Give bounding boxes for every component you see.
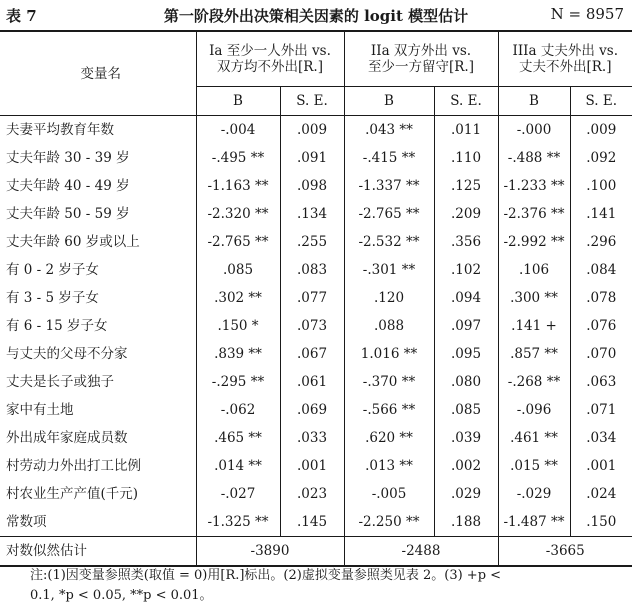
table-row [0, 228, 632, 256]
coef-value: .085 [196, 256, 280, 284]
table-header [0, 0, 632, 28]
coef-value: .150 * [196, 312, 280, 340]
variable-name: 夫妻平均教育年数 [6, 122, 114, 138]
table-note: 注:(1)因变量参照类(取值 = 0)用[R.]标出。(2)虚拟变量参照类见表 2。(3) +p < 0.1, *p < 0.05, **p < 0.01。 [30, 568, 502, 603]
se-value: .063 [570, 368, 632, 396]
variable-name: 丈夫年龄 50 - 59 岁 [6, 206, 130, 222]
se-value: .134 [280, 200, 344, 228]
coef-value: .461 ** [498, 424, 570, 452]
coef-value: -.415 ** [344, 144, 434, 172]
coef-value: .839 ** [196, 340, 280, 368]
coef-value: .013 ** [344, 452, 434, 480]
variable-name: 村劳动力外出打工比例 [6, 458, 141, 474]
se-value: .084 [570, 256, 632, 284]
coef-value: .043 ** [344, 116, 434, 145]
se-value: .095 [434, 340, 498, 368]
loglik-row [0, 537, 632, 567]
variable-name: 村农业生产产值(千元) [6, 486, 139, 502]
se-value: .092 [570, 144, 632, 172]
coef-value: -2.320 ** [196, 200, 280, 228]
coef-value: -.495 ** [196, 144, 280, 172]
se-value: .061 [280, 368, 344, 396]
table-title: 第一阶段外出决策相关因素的 logit 模型估计 [163, 7, 469, 25]
se-value: .070 [570, 340, 632, 368]
se-value: .091 [280, 144, 344, 172]
se-value: .080 [434, 368, 498, 396]
coef-value: -.268 ** [498, 368, 570, 396]
variable-name: 有 3 - 5 岁子女 [6, 290, 99, 306]
se-value: .141 [570, 200, 632, 228]
variable-name: 丈夫年龄 60 岁或以上 [6, 234, 140, 250]
group-header-2: IIa 双方外出 vs. 至少一方留守[R.] [344, 31, 498, 87]
sub-header-b: B [344, 87, 434, 116]
coef-value: -2.992 ** [498, 228, 570, 256]
coef-value: -.062 [196, 396, 280, 424]
coef-value: -.566 ** [344, 396, 434, 424]
table-row [0, 368, 632, 396]
se-value: .255 [280, 228, 344, 256]
se-value: .076 [570, 312, 632, 340]
se-value: .011 [434, 116, 498, 145]
coef-value: -1.233 ** [498, 172, 570, 200]
table-row [0, 396, 632, 424]
coef-value: -.000 [498, 116, 570, 145]
se-value: .356 [434, 228, 498, 256]
group-header-3: IIIa 丈夫外出 vs. 丈夫不外出[R.] [498, 31, 632, 87]
table-body [0, 116, 632, 567]
se-value: .078 [570, 284, 632, 312]
coef-value: .300 ** [498, 284, 570, 312]
se-value: .001 [570, 452, 632, 480]
variable-header: 变量名 [0, 31, 196, 116]
se-value: .125 [434, 172, 498, 200]
group-header-1: Ia 至少一人外出 vs. 双方均不外出[R.] [196, 31, 344, 87]
se-value: .085 [434, 396, 498, 424]
table-row [0, 172, 632, 200]
se-value: .296 [570, 228, 632, 256]
se-value: .009 [570, 116, 632, 145]
coef-value: .465 ** [196, 424, 280, 452]
logit-table [0, 30, 632, 567]
sample-size: N = 8957 [550, 5, 624, 23]
coef-value: -.370 ** [344, 368, 434, 396]
se-value: .188 [434, 508, 498, 537]
se-value: .083 [280, 256, 344, 284]
table-row [0, 452, 632, 480]
se-value: .145 [280, 508, 344, 537]
coef-value: .857 ** [498, 340, 570, 368]
loglik-value: -3665 [498, 537, 632, 567]
variable-name: 丈夫是长子或独子 [6, 374, 114, 390]
sub-header-se: S. E. [570, 87, 632, 116]
sub-header-se: S. E. [434, 87, 498, 116]
se-value: .073 [280, 312, 344, 340]
se-value: .023 [280, 480, 344, 508]
variable-name: 常数项 [6, 514, 47, 530]
coef-value: .620 ** [344, 424, 434, 452]
variable-name: 有 6 - 15 岁子女 [6, 318, 108, 334]
coef-value: -.029 [498, 480, 570, 508]
sub-header-b: B [196, 87, 280, 116]
coef-value: .141 + [498, 312, 570, 340]
coef-value: .106 [498, 256, 570, 284]
se-value: .110 [434, 144, 498, 172]
variable-name: 家中有土地 [6, 402, 74, 418]
coef-value: -1.487 ** [498, 508, 570, 537]
coef-value: -.301 ** [344, 256, 434, 284]
table-row [0, 116, 632, 145]
coef-value: -2.250 ** [344, 508, 434, 537]
variable-name: 丈夫年龄 40 - 49 岁 [6, 178, 130, 194]
se-value: .071 [570, 396, 632, 424]
se-value: .098 [280, 172, 344, 200]
se-value: .029 [434, 480, 498, 508]
table-row [0, 144, 632, 172]
coef-value: 1.016 ** [344, 340, 434, 368]
se-value: .034 [570, 424, 632, 452]
coef-value: -2.765 ** [344, 200, 434, 228]
coef-value: -.096 [498, 396, 570, 424]
se-value: .067 [280, 340, 344, 368]
se-value: .033 [280, 424, 344, 452]
se-value: .001 [280, 452, 344, 480]
coef-value: -1.337 ** [344, 172, 434, 200]
se-value: .069 [280, 396, 344, 424]
coef-value: -2.376 ** [498, 200, 570, 228]
coef-value: -.488 ** [498, 144, 570, 172]
se-value: .097 [434, 312, 498, 340]
variable-name: 与丈夫的父母不分家 [6, 346, 128, 362]
sub-header-se: S. E. [280, 87, 344, 116]
se-value: .100 [570, 172, 632, 200]
coef-value: -.295 ** [196, 368, 280, 396]
se-value: .009 [280, 116, 344, 145]
table-row [0, 312, 632, 340]
table-row [0, 200, 632, 228]
coef-value: .120 [344, 284, 434, 312]
coef-value: -2.532 ** [344, 228, 434, 256]
coef-value: -1.163 ** [196, 172, 280, 200]
variable-name: 外出成年家庭成员数 [6, 430, 128, 446]
table-row [0, 284, 632, 312]
coef-value: .302 ** [196, 284, 280, 312]
variable-name: 对数似然估计 [0, 537, 196, 567]
se-value: .039 [434, 424, 498, 452]
se-value: .102 [434, 256, 498, 284]
se-value: .094 [434, 284, 498, 312]
table-row [0, 508, 632, 537]
coef-value: -.005 [344, 480, 434, 508]
se-value: .150 [570, 508, 632, 537]
se-value: .002 [434, 452, 498, 480]
se-value: .209 [434, 200, 498, 228]
table-row [0, 340, 632, 368]
se-value: .024 [570, 480, 632, 508]
variable-name: 有 0 - 2 岁子女 [6, 262, 99, 278]
coef-value: -.027 [196, 480, 280, 508]
coef-value: -1.325 ** [196, 508, 280, 537]
coef-value: .014 ** [196, 452, 280, 480]
se-value: .077 [280, 284, 344, 312]
sub-header-b: B [498, 87, 570, 116]
coef-value: .015 ** [498, 452, 570, 480]
table-row [0, 256, 632, 284]
variable-name: 丈夫年龄 30 - 39 岁 [6, 150, 130, 166]
coef-value: -.004 [196, 116, 280, 145]
loglik-value: -2488 [344, 537, 498, 567]
loglik-value: -3890 [196, 537, 344, 567]
table-row [0, 480, 632, 508]
coef-value: -2.765 ** [196, 228, 280, 256]
table-row [0, 424, 632, 452]
table-label: 表 7 [6, 7, 37, 25]
coef-value: .088 [344, 312, 434, 340]
